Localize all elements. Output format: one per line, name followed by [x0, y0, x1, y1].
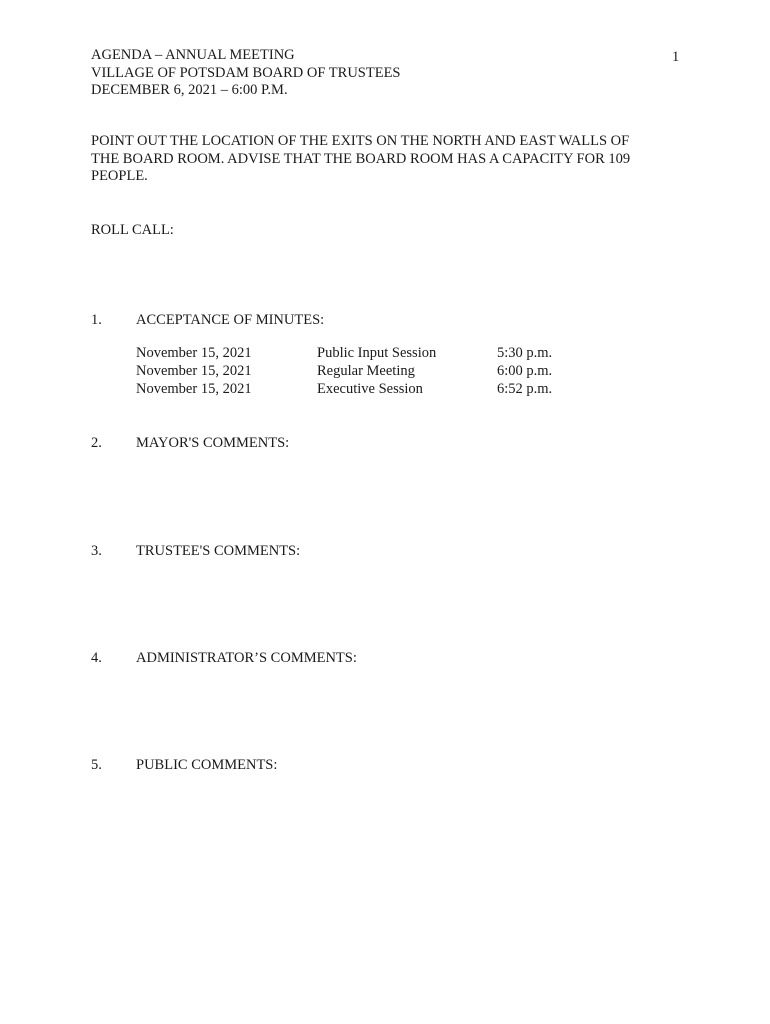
header-organization: VILLAGE OF POTSDAM BOARD OF TRUSTEES	[91, 64, 401, 81]
item-number: 5.	[91, 757, 102, 773]
item-number: 3.	[91, 543, 102, 559]
minutes-date: November 15, 2021	[136, 345, 252, 361]
item-title: ADMINISTRATOR’S COMMENTS:	[136, 650, 357, 666]
minutes-session-type: Regular Meeting	[317, 363, 415, 379]
minutes-time: 6:52 p.m.	[497, 381, 553, 397]
header-title: AGENDA – ANNUAL MEETING	[91, 47, 295, 63]
minutes-date: November 15, 2021	[136, 381, 252, 397]
minutes-date: November 15, 2021	[136, 363, 252, 379]
item-title: TRUSTEE'S COMMENTS:	[136, 543, 301, 559]
roll-call-heading: ROLL CALL:	[91, 222, 174, 238]
header-date: DECEMBER 6, 2021 – 6:00 P.M.	[91, 82, 288, 98]
minutes-time: 5:30 p.m.	[497, 345, 553, 361]
exit-notice	[91, 133, 681, 186]
minutes-session-type: Public Input Session	[317, 345, 437, 361]
item-title: ACCEPTANCE OF MINUTES:	[136, 312, 325, 328]
page-number: 1	[672, 49, 680, 65]
minutes-time: 6:00 p.m.	[497, 363, 553, 379]
minutes-session-type: Executive Session	[317, 381, 423, 397]
item-number: 1.	[91, 312, 102, 328]
item-title: MAYOR'S COMMENTS:	[136, 435, 290, 451]
notice-line: POINT OUT THE LOCATION OF THE EXITS ON THE NORTH AND EAST WALLS OF	[91, 133, 630, 149]
item-title: PUBLIC COMMENTS:	[136, 757, 278, 773]
item-number: 4.	[91, 650, 102, 666]
agenda-header	[91, 47, 401, 100]
item-number: 2.	[91, 435, 102, 451]
notice-line: PEOPLE.	[91, 168, 148, 184]
notice-line: THE BOARD ROOM. ADVISE THAT THE BOARD ROOM HAS A CAPACITY FOR 109	[91, 150, 631, 167]
